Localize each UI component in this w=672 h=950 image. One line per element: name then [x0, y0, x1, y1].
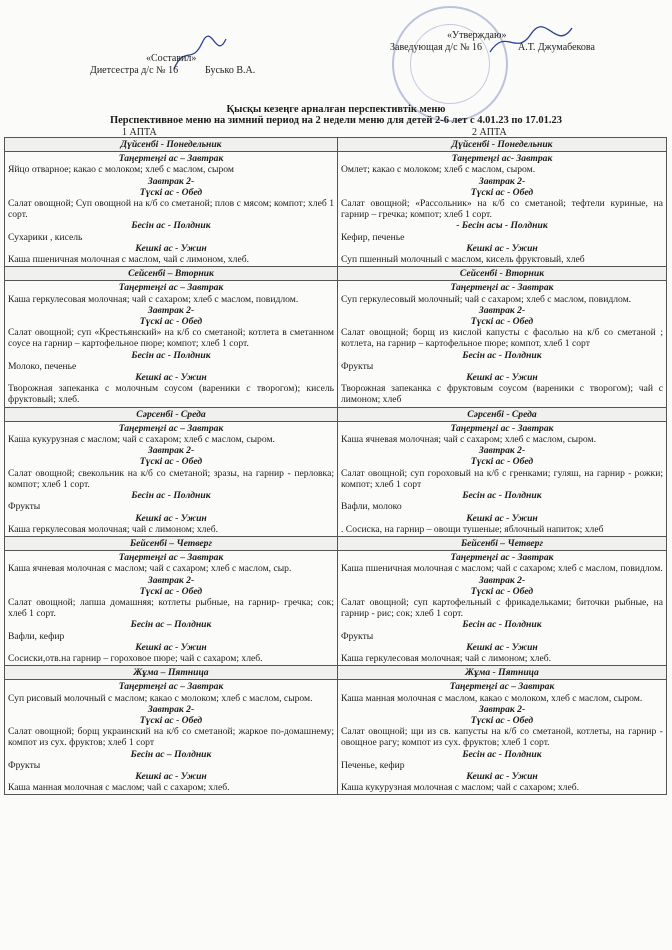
- day-header-row: [5, 536, 667, 550]
- day-title-w1: Жұма – Пятница: [5, 666, 338, 680]
- meal-label: Таңертеңгі ас – Завтрак: [118, 153, 224, 165]
- meal-text: Печенье, кефир: [341, 759, 405, 771]
- day-menu-cell-w2: [338, 680, 667, 795]
- day-header-row: [5, 407, 667, 421]
- meal-label: Кешкі ас - Ужин: [466, 512, 538, 524]
- meal-label: Таңертеңгі ас - Завтрак: [450, 422, 554, 434]
- meal-text: Кефир, печенье: [341, 231, 405, 243]
- meal-label: Кешкі ас - Ужин: [466, 372, 538, 384]
- day-menu-cell-w2: [338, 152, 667, 267]
- day-menu-cell-w1: [5, 551, 338, 666]
- meal-text: Фрукты: [8, 759, 41, 771]
- meal-text: Каша манная молочная с маслом; чай с сахаром; хлеб.: [8, 782, 230, 794]
- meal-label: Таңертеңгі ас- Завтрак: [451, 153, 553, 165]
- meal-label: - Бесін асы - Полдник: [456, 220, 548, 232]
- meal-label: Бесін ас - Полдник: [131, 220, 211, 232]
- meal-text: Вафли, молоко: [341, 501, 402, 513]
- meal-text: Сосиски,отв.на гарнир – гороховое пюре; чай с сахаром; хлеб.: [8, 652, 263, 664]
- day-header-row: [5, 267, 667, 281]
- meal-text: Салат овощной; Суп овощной на к/б со сметаной; плов с мясом; компот; хлеб 1 сорт.: [8, 198, 334, 221]
- meal-label: Завтрак 2-: [478, 445, 526, 457]
- compiled-name: Бусько В.А.: [205, 65, 256, 76]
- meal-text: . Сосиска, на гарнир – овощи тушеные; яблочный напиток; хлеб: [341, 523, 604, 535]
- day-menu-cell-w2: [338, 421, 667, 536]
- meal-label: Завтрак 2-: [147, 445, 195, 457]
- meal-label: Кешкі ас - Ужин: [135, 242, 207, 254]
- day-title-w2: Сәрсенбі - Среда: [338, 407, 667, 421]
- meal-text: Суп пшенный молочный с маслом, кисель фруктовый, хлеб: [341, 254, 585, 266]
- meal-text: Салат овощной; свекольник на к/б со сметаной; зразы, на гарнир - перловка; компот; хлеб 1 сорт.: [8, 467, 334, 490]
- meal-label: Кешкі ас - Ужин: [466, 242, 538, 254]
- day-title-w1: Бейсенбі – Четверг: [5, 536, 338, 550]
- meal-text: Салат овощной; суп картофельный с фрикадельками; биточки рыбные, на гарнир - рис; сок; хлеб 1 сорт.: [341, 596, 663, 620]
- approve-name: А.Т. Джумабекова: [518, 42, 595, 53]
- meal-label: Бесін ас - Полдник: [462, 490, 542, 502]
- day-menu-row: [5, 281, 667, 407]
- day-menu-cell-w1: [5, 281, 338, 407]
- meal-label: Кешкі ас - Ужин: [135, 770, 207, 782]
- day-title-w1: Сәрсенбі - Среда: [5, 407, 338, 421]
- meal-label: Таңертеңгі ас – Завтрак: [449, 681, 555, 693]
- approve-line: Заведующая д/с № 16: [390, 42, 483, 53]
- meal-text: Вафли, кефир: [8, 630, 65, 642]
- day-title-w2: Дүйсенбі - Понедельник: [338, 138, 667, 152]
- day-header-row: [5, 666, 667, 680]
- meal-label: Таңертеңгі ас - Завтрак: [450, 552, 554, 564]
- meal-label: Түскі ас - Обед: [139, 316, 203, 328]
- meal-text: Суп геркулесовый молочный; чай с сахаром; хлеб с маслом, повидлом.: [341, 293, 632, 305]
- meal-label: Завтрак 2-: [147, 175, 195, 187]
- meal-label: Бесін ас - Полдник: [462, 748, 542, 760]
- meal-text: Сухарики , кисель: [8, 231, 83, 243]
- day-title-w2: Сейсенбі - Вторник: [338, 267, 667, 281]
- meal-text: Салат овощной; лапша домашняя; котлеты рыбные, на гарнир- гречка; сок; хлеб 1 сорт.: [8, 596, 334, 620]
- meal-label: Кешкі ас - Ужин: [466, 770, 538, 782]
- meal-label: Түскі ас - Обед: [470, 585, 534, 597]
- meal-label: Бесін ас – Полдник: [130, 748, 212, 760]
- meal-text: Молоко, печенье: [8, 360, 77, 372]
- meal-text: Салат овощной; суп гороховый на к/б с гренками; гуляш, на гарнир - рожки; компот; хлеб 1 сорт: [341, 467, 663, 490]
- meal-text: Каша геркулесовая молочная; чай с лимоном; хлеб.: [341, 652, 551, 664]
- meal-label: Завтрак 2-: [478, 703, 526, 715]
- meal-label: Түскі ас - Обед: [470, 316, 534, 328]
- title-kz: Қысқы кезеңге арналған перспективтік меню: [226, 104, 446, 115]
- day-header-row: [5, 138, 667, 152]
- meal-label: Түскі ас - Обед: [470, 714, 534, 726]
- day-menu-cell-w2: [338, 281, 667, 407]
- meal-label: Таңертеңгі ас – Завтрак: [118, 282, 224, 294]
- day-title-w2: Жұма - Пятница: [338, 666, 667, 680]
- day-menu-row: [5, 152, 667, 267]
- day-menu-cell-w1: [5, 680, 338, 795]
- meal-label: Кешкі ас - Ужин: [135, 372, 207, 384]
- meal-text: Салат овощной; борщ украинский на к/б со сметаной; жаркое по-домашнему; компот из сух. фруктов; хлеб 1 сорт: [8, 726, 334, 749]
- meal-label: Кешкі ас - Ужин: [135, 512, 207, 524]
- meal-text: Каша кукурузная молочная с маслом; чай с сахаром; хлеб.: [341, 782, 580, 794]
- meal-text: Суп рисовый молочный с маслом; какао с молоком; хлеб с маслом, сыром.: [8, 692, 313, 704]
- meal-label: Түскі ас - Обед: [470, 186, 534, 198]
- day-menu-cell-w2: [338, 551, 667, 666]
- title-ru: Перспективное меню на зимний период на 2 недели меню для детей 2-6 лет с 4.01.23 по 17.01.23: [109, 115, 563, 126]
- meal-text: Каша ячневая молочная; чай с сахаром; хлеб с маслом, сыром.: [341, 434, 596, 446]
- meal-label: Түскі ас - Обед: [139, 186, 203, 198]
- meal-label: Завтрак 2-: [147, 574, 195, 586]
- week2-label: 2 АПТА: [472, 127, 507, 138]
- meal-label: Завтрак 2-: [478, 574, 526, 586]
- meal-label: Завтрак 2-: [147, 703, 195, 715]
- approve-title: «Утверждаю»: [447, 30, 507, 41]
- day-title-w1: Сейсенбі – Вторник: [5, 267, 338, 281]
- meal-label: Бесін ас - Полдник: [131, 349, 211, 361]
- meal-text: Творожная запеканка с фруктовым соусом (вареники с творогом); чай с лимоном; хлеб: [341, 383, 663, 406]
- meal-text: Каша пшеничная молочная с маслом; чай с сахаром; хлеб с маслом, повидлом.: [341, 563, 663, 575]
- meal-text: Фрукты: [341, 360, 374, 372]
- meal-label: Завтрак 2-: [478, 175, 526, 187]
- meal-label: Таңертеңгі ас – Завтрак: [118, 681, 224, 693]
- day-menu-cell-w1: [5, 421, 338, 536]
- meal-label: Таңертеңгі ас – Завтрак: [118, 422, 224, 434]
- day-menu-row: [5, 680, 667, 795]
- meal-text: Каша кукурузная с маслом; чай с сахаром; хлеб с маслом, сыром.: [8, 434, 275, 446]
- meal-label: Түскі ас - Обед: [139, 585, 203, 597]
- meal-label: Завтрак 2-: [147, 304, 195, 316]
- meal-label: Таңертеңгі ас – Завтрак: [118, 552, 224, 564]
- meal-text: Салат овощной; суп «Крестьянский» на к/б со сметаной; котлета в сметанном соусе на гарнир – картофельное пюре; компот; хлеб 1 сорт.: [8, 327, 334, 350]
- meal-label: Түскі ас - Обед: [470, 456, 534, 468]
- meal-text: Каша геркулесовая молочная; чай с сахаром; хлеб с маслом, повидлом.: [8, 293, 299, 305]
- meal-text: Каша пшеничная молочная с маслом, чай с лимоном, хлеб.: [8, 254, 250, 266]
- meal-text: Каша геркулесовая молочная; чай с лимоном; хлеб.: [8, 523, 218, 535]
- meal-text: Каша ячневая молочная с маслом; чай с сахаром; хлеб с маслом, сыр.: [8, 563, 292, 575]
- meal-label: Бесін ас - Полдник: [131, 490, 211, 502]
- menu-table: [4, 137, 667, 795]
- meal-label: Түскі ас - Обед: [139, 714, 203, 726]
- day-menu-cell-w1: [5, 152, 338, 267]
- day-title-w1: Дүйсенбі - Понедельник: [5, 138, 338, 152]
- meal-text: Фрукты: [8, 501, 41, 513]
- meal-text: Омлет; какао с молоком; хлеб с маслом, сыром.: [341, 164, 536, 176]
- meal-text: Салат овощной; «Рассольник» на к/б со сметаной; тефтели куриные, на гарнир – гречка; компот; хлеб 1 сорт.: [341, 198, 663, 221]
- day-menu-row: [5, 421, 667, 536]
- day-menu-row: [5, 551, 667, 666]
- meal-label: Бесін ас - Полдник: [462, 349, 542, 361]
- meal-label: Бесін ас - Полдник: [462, 619, 542, 631]
- week1-label: 1 АПТА: [122, 127, 157, 138]
- day-title-w2: Бейсенбі – Четверг: [338, 536, 667, 550]
- meal-label: Кешкі ас - Ужин: [135, 641, 207, 653]
- meal-label: Завтрак 2-: [478, 304, 526, 316]
- meal-text: Фрукты: [341, 630, 374, 642]
- meal-text: Каша манная молочная с маслом, какао с молоком, хлеб с маслом, сыром.: [341, 692, 643, 704]
- meal-label: Кешкі ас - Ужин: [466, 641, 538, 653]
- meal-text: Яйцо отварное; какао с молоком; хлеб с маслом, сыром: [8, 164, 234, 176]
- meal-label: Таңертеңгі ас - Завтрак: [450, 282, 554, 294]
- meal-text: Творожная запеканка с молочным соусом (вареники с творогом); кисель фруктовый; хлеб.: [8, 383, 334, 406]
- meal-label: Түскі ас - Обед: [139, 456, 203, 468]
- compiled-line: Диетсестра д/с № 16: [90, 65, 179, 76]
- compiled-title: «Составил»: [146, 53, 197, 64]
- meal-label: Бесін ас – Полдник: [130, 619, 212, 631]
- meal-text: Салат овощной; щи из св. капусты на к/б со сметаной, котлеты, на гарнир - овощное рагу; компот из сух. фруктов; хлеб 1 сорт.: [341, 726, 663, 749]
- meal-text: Салат овощной; борщ из кислой капусты с фасолью на к/б со сметаной ; котлета, на гарнир – картофельное пюре; компот, хлеб 1 сорт: [341, 327, 663, 350]
